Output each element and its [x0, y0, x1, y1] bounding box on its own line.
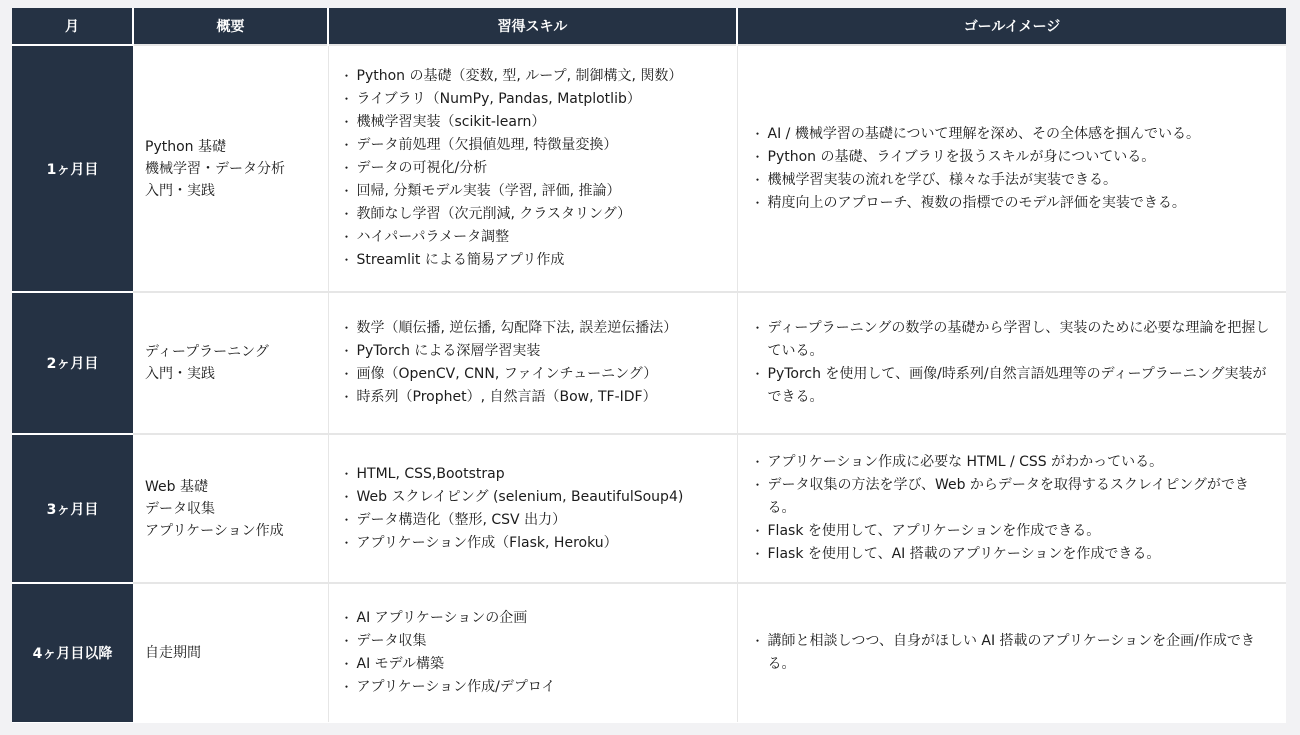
- skill-item: ・ 機械学習実装（scikit-learn）: [343, 111, 723, 134]
- goals-cell: [737, 45, 1286, 292]
- header-row: [12, 8, 1286, 45]
- skill-item: ・ データ構造化（整形, CSV 出力）: [343, 509, 723, 532]
- goals-cell: [737, 434, 1286, 583]
- overview-cell: [133, 292, 328, 434]
- overview-line: データ収集: [145, 500, 215, 517]
- skill-item: ・ データの可視化/分析: [343, 157, 723, 180]
- goals-cell: [737, 292, 1286, 434]
- goal-item: ・ 精度向上のアプローチ、複数の指標でのモデル評価を実装できる。: [754, 192, 1275, 215]
- skill-item: ・ データ前処理（欠損値処理, 特徴量変換）: [343, 134, 723, 157]
- skill-item: ・ HTML, CSS,Bootstrap: [343, 463, 723, 486]
- header-skills: 習得スキル: [328, 8, 737, 45]
- goal-item: ・ 講師と相談しつつ、自身がほしい AI 搭載のアプリケーションを企画/作成できる。: [754, 630, 1275, 676]
- skill-item: ・ 数学（順伝播, 逆伝播, 勾配降下法, 誤差逆伝播法）: [343, 317, 723, 340]
- goal-item: ・ AI / 機械学習の基礎について理解を深め、その全体感を掴んでいる。: [754, 123, 1275, 146]
- overview-line: アプリケーション作成: [145, 522, 284, 539]
- skill-item: ・ ライブラリ（NumPy, Pandas, Matplotlib）: [343, 88, 723, 111]
- overview-cell: [133, 583, 328, 722]
- skill-item: ・ PyTorch による深層学習実装: [343, 340, 723, 363]
- skill-item: ・ AI アプリケーションの企画: [343, 607, 723, 630]
- skill-item: ・ Web スクレイピング (selenium, BeautifulSoup4): [343, 486, 723, 509]
- skill-item: ・ アプリケーション作成（Flask, Heroku）: [343, 532, 723, 555]
- skills-cell: [328, 45, 737, 292]
- goal-item: ・ Flask を使用して、AI 搭載のアプリケーションを作成できる。: [754, 543, 1275, 566]
- goals-cell: [737, 583, 1286, 722]
- goal-item: ・ Python の基礎、ライブラリを扱うスキルが身についている。: [754, 146, 1275, 169]
- header-month: 月: [12, 8, 133, 45]
- header-goal: ゴールイメージ: [737, 8, 1286, 45]
- overview-line: Python 基礎: [145, 138, 226, 155]
- skills-cell: [328, 434, 737, 583]
- skill-item: ・ ハイパーパラメータ調整: [343, 226, 723, 249]
- table-row: [12, 45, 1286, 292]
- skills-cell: [328, 292, 737, 434]
- skill-item: ・ Python の基礎（変数, 型, ループ, 制御構文, 関数）: [343, 65, 723, 88]
- header-overview: 概要: [133, 8, 328, 45]
- month-cell: 3ヶ月目: [12, 434, 133, 583]
- skill-item: ・ Streamlit による簡易アプリ作成: [343, 249, 723, 272]
- skill-item: ・ 回帰, 分類モデル実装（学習, 評価, 推論）: [343, 180, 723, 203]
- month-cell: 1ヶ月目: [12, 45, 133, 292]
- overview-line: 自走期間: [145, 645, 201, 661]
- goal-item: ・ 機械学習実装の流れを学び、様々な手法が実装できる。: [754, 169, 1275, 192]
- overview-line: 機械学習・データ分析: [145, 160, 285, 177]
- skill-item: ・ アプリケーション作成/デプロイ: [343, 676, 723, 699]
- table-row: [12, 434, 1286, 583]
- overview-line: 入門・実践: [145, 182, 215, 199]
- month-cell: 4ヶ月目以降: [12, 583, 133, 722]
- skill-item: ・ 画像（OpenCV, CNN, ファインチューニング）: [343, 363, 723, 386]
- overview-cell: [133, 45, 328, 292]
- skill-item: ・ 時系列（Prophet）, 自然言語（Bow, TF-IDF）: [343, 386, 723, 409]
- goal-item: ・ ディープラーニングの数学の基礎から学習し、実装のために必要な理論を把握している。: [754, 317, 1275, 363]
- skill-item: ・ AI モデル構築: [343, 653, 723, 676]
- table-row: [12, 292, 1286, 434]
- goal-item: ・ PyTorch を使用して、画像/時系列/自然言語処理等のディープラーニング実装ができる。: [754, 363, 1275, 409]
- overview-cell: [133, 434, 328, 583]
- table-row: [12, 583, 1286, 722]
- overview-line: ディープラーニング: [145, 344, 269, 360]
- month-cell: 2ヶ月目: [12, 292, 133, 434]
- goal-item: ・ Flask を使用して、アプリケーションを作成できる。: [754, 520, 1275, 543]
- curriculum-table: [12, 8, 1286, 722]
- overview-line: 入門・実践: [145, 366, 215, 382]
- skill-item: ・ データ収集: [343, 630, 723, 653]
- overview-line: Web 基礎: [145, 478, 208, 495]
- goal-item: ・ データ収集の方法を学び、Web からデータを取得するスクレイピングができる。: [754, 474, 1275, 520]
- curriculum-table-container: [12, 8, 1286, 723]
- goal-item: ・ アプリケーション作成に必要な HTML / CSS がわかっている。: [754, 451, 1275, 474]
- skills-cell: [328, 583, 737, 722]
- skill-item: ・ 教師なし学習（次元削減, クラスタリング）: [343, 203, 723, 226]
